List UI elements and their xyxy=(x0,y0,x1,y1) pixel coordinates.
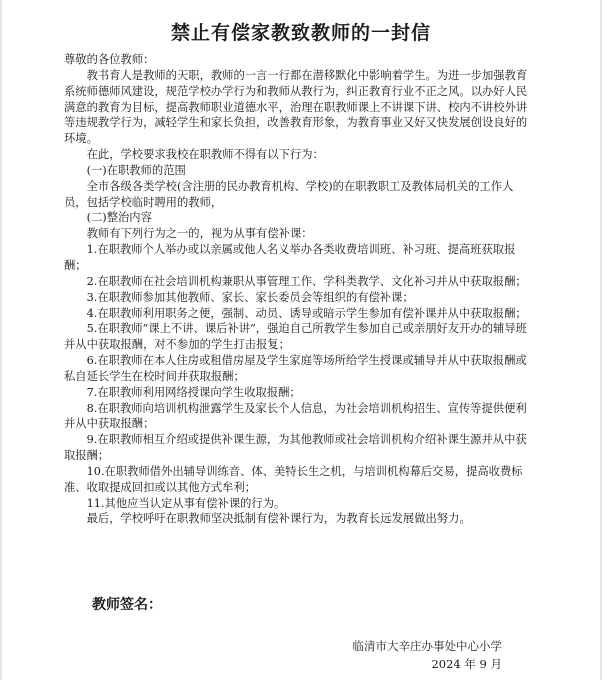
letter-date: 2024 年 9 月 xyxy=(431,657,502,671)
organization-name: 临清市大辛庄办事处中心小学 xyxy=(352,639,502,653)
section-heading-content: (二)整治内容 xyxy=(86,211,152,225)
section-heading-scope: (一)在职教师的范围 xyxy=(86,163,186,177)
signature-label: 教师签名： xyxy=(92,597,162,613)
rule-item-6: 6.在职教师在本人住房或租借房屋及学生家庭等场所给学生授课或辅导并从中获取报酬或私自延长学生在校时间并获取报酬； xyxy=(64,354,527,383)
paragraph-scope: 全市各级各类学校(含注册的民办教育机构、学校)的在职教职工及教体局机关的工作人员，包括学校临时聘用的教师， xyxy=(64,179,514,209)
rule-item-9: 9.在职教师相互介绍或提供补课生源，为其他教师或社会培训机构介绍补课生源并从中获取报酬； xyxy=(64,433,527,463)
paragraph-intro: 教书育人是教师的天职，教师的一言一行都在潜移默化中影响着学生。为进一步加强教育系统师德师风建设，规范学校办学行为和教师从教行为，纠正教育行业不正之风。以办好人民满意的教育为目标，提高教师职业道德水平，治理在职教师课上不讲课下讲、校内不讲校外讲等违规教学行为，减轻学生和家长负担，改善教育形象，为教育事业又好又快发展创设良好的环境。 xyxy=(64,68,528,146)
letter-body xyxy=(64,52,534,527)
rule-item-5: 5.在职教师“课上不讲、课后补讲”，强迫自己所教学生参加自己或亲朋好友开办的辅导班并从中获取报酬，对不参加的学生打击报复； xyxy=(64,322,527,352)
rule-item-1: 1.在职教师个人举办或以亲属或他人名义举办各类收费培训班、补习班、提高班获取报酬； xyxy=(64,243,516,272)
rule-item-7: 7.在职教师利用网络授课向学生收取报酬； xyxy=(86,385,301,399)
closing-paragraph: 最后，学校呼吁在职教师坚决抵制有偿补课行为，为教育长远发展做出努力。 xyxy=(86,512,471,526)
rule-item-2: 2.在职教师在社会培训机构兼职从事管理工作、学科类教学、文化补习并从中获取报酬； xyxy=(86,274,527,288)
rule-item-8: 8.在职教师向培训机构泄露学生及家长个人信息，为社会培训机构招生、宣传等提供便利并从中获取报酬； xyxy=(64,401,527,431)
rule-item-11: 11.其他应当认定从事有偿补课的行为。 xyxy=(86,496,286,510)
rule-item-3: 3.在职教师参加其他教师、家长、家长委员会等组织的有偿补课； xyxy=(86,290,414,304)
letter-title: 禁止有偿家教致教师的一封信 xyxy=(170,22,431,44)
rule-item-10: 10.在职教师借外出辅导训练音、体、美特长生之机，与培训机构幕后交易，提高收费标准、收取提成回扣或以其他方式牟利； xyxy=(64,464,523,494)
salutation: 尊敬的各位教师： xyxy=(64,53,155,66)
rule-item-4: 4.在职教师利用职务之便，强制、动员、诱导或暗示学生参加有偿补课并从中获取报酬； xyxy=(86,306,527,320)
paragraph-definition: 教师有下列行为之一的，视为从事有偿补课： xyxy=(86,227,313,241)
paragraph-requirement: 在此，学校要求我校在职教师不得有以下行为： xyxy=(86,148,324,162)
